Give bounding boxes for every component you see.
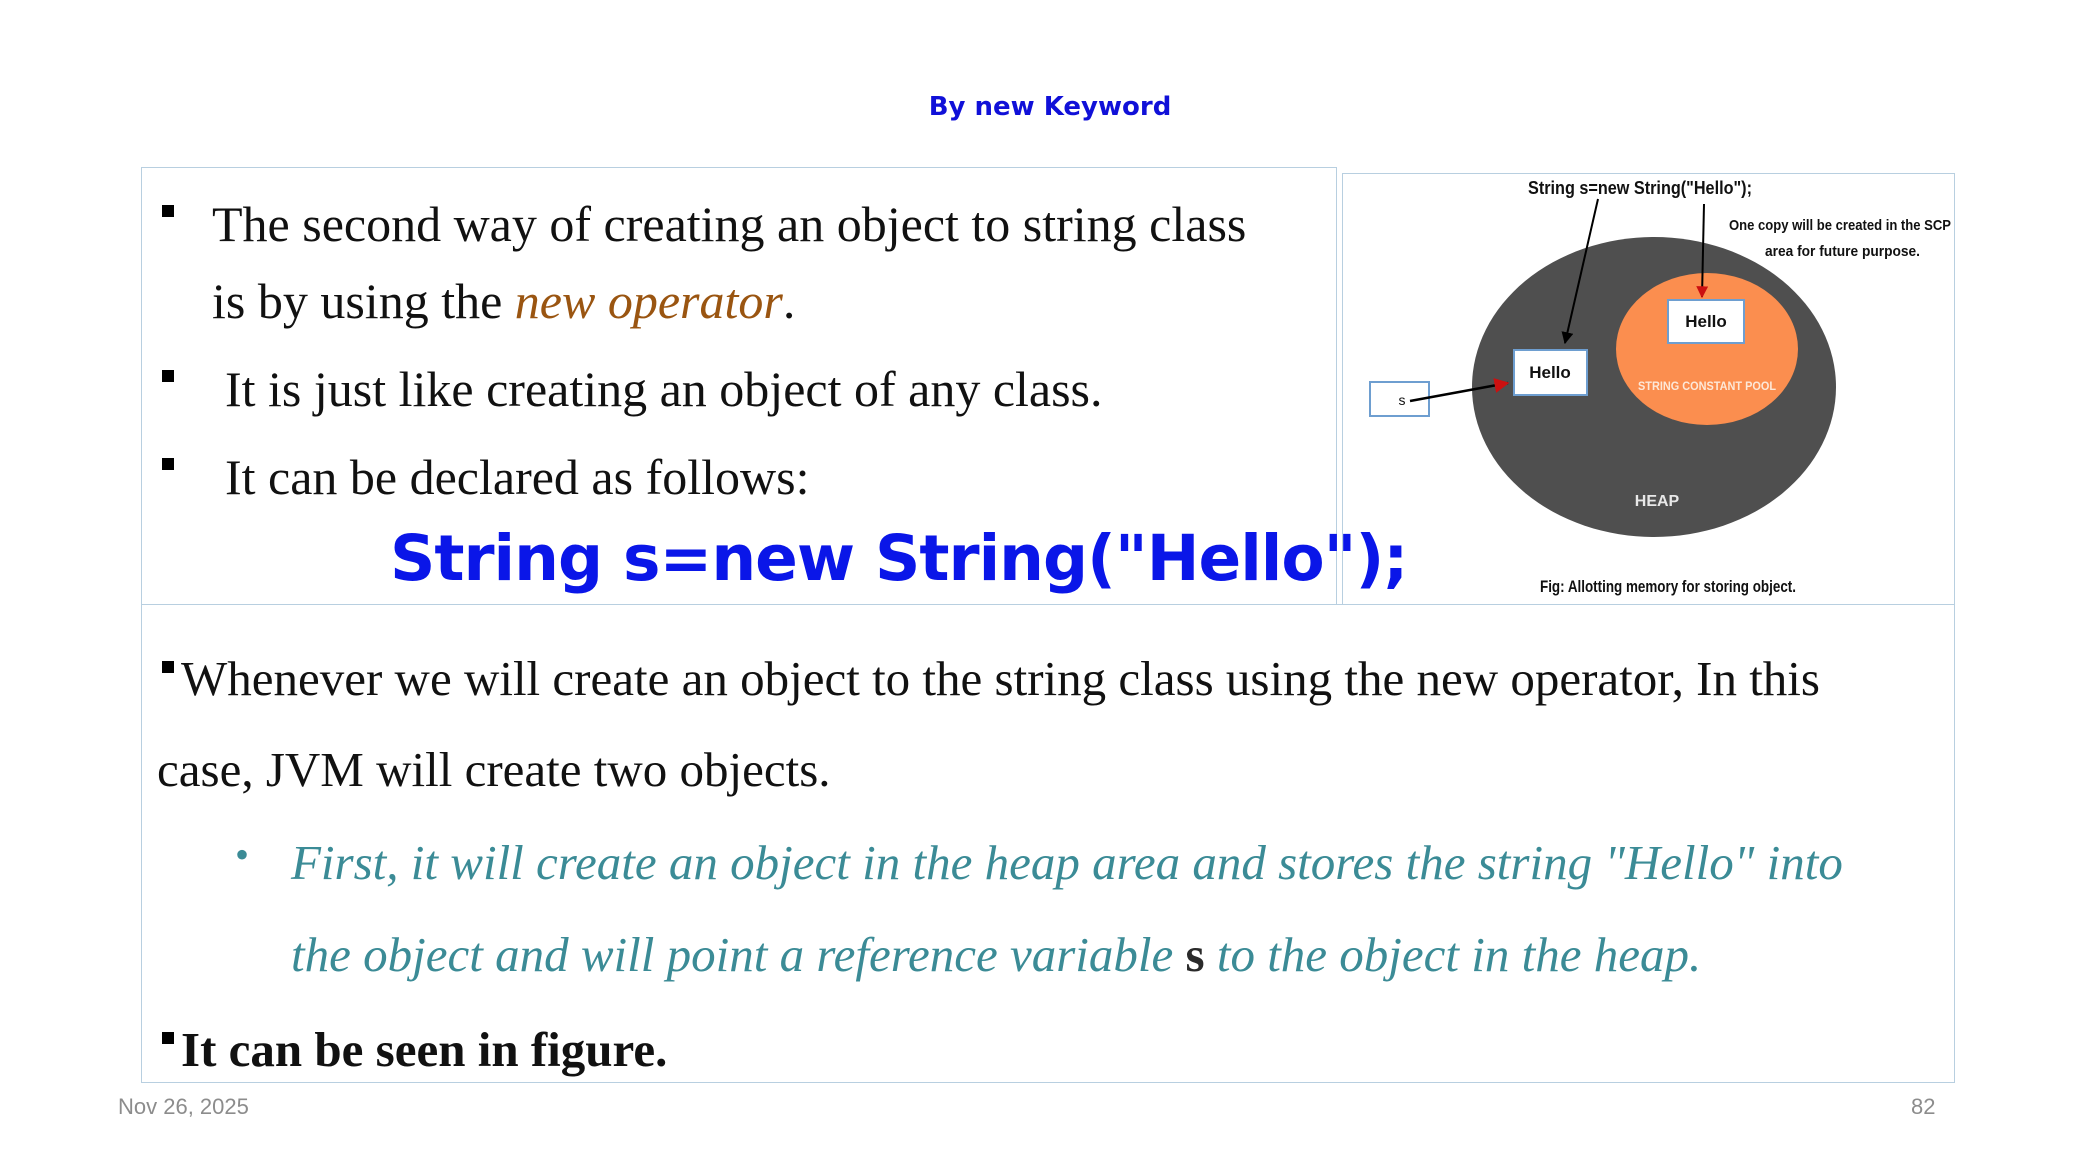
bullet-1-line-1: The second way of creating an object to string class (212, 196, 1247, 252)
bullet-marker (162, 458, 174, 470)
string-constant-pool-ellipse (1616, 273, 1798, 425)
bullet-2: It is just like creating an object of any class. (225, 361, 1103, 417)
sub-bullet-marker: • (235, 832, 250, 877)
figure-note-line-1: One copy will be created in the SCP (1729, 217, 1951, 234)
pool-hello-text: Hello (1685, 312, 1727, 331)
page-number: 82 (1911, 1094, 1936, 1119)
string-constant-pool-label: STRING CONSTANT POOL (1638, 379, 1776, 393)
heap-hello-text: Hello (1529, 363, 1571, 382)
slide-title: By new Keyword (928, 92, 1172, 122)
bullet-marker (162, 370, 174, 382)
bullet-marker (162, 205, 174, 217)
figure-code-label: String s=new String("Hello"); (1528, 178, 1752, 198)
heap-label: HEAP (1634, 493, 1680, 510)
reference-variable-label: s (1398, 392, 1406, 408)
closing-line: It can be seen in figure. (181, 1022, 668, 1077)
code-example: String s=new String("Hello"); (390, 522, 1408, 595)
figure-note-line-2: area for future purpose. (1765, 243, 1920, 260)
bullet-marker (162, 661, 174, 673)
sub-bullet-line-1: First, it will create an object in the heap area and stores the string "Hello" into (291, 835, 1843, 890)
bullet-1-line-2: is by using the new operator. (212, 273, 796, 329)
sub-bullet-line-2: the object and will point a reference variable s to the object in the heap. (291, 927, 1702, 982)
figure-caption: Fig: Allotting memory for storing object. (1540, 577, 1796, 596)
paragraph-line-1: Whenever we will create an object to the string class using the new operator, In this (181, 651, 1820, 706)
footer-date: Nov 26, 2025 (118, 1094, 249, 1119)
new-operator-emphasis: new operator (514, 273, 783, 329)
bullet-marker (162, 1032, 174, 1044)
paragraph-line-2: case, JVM will create two objects. (157, 742, 831, 797)
string-memory-figure (1342, 173, 1955, 605)
bullet-3: It can be declared as follows: (225, 449, 810, 505)
